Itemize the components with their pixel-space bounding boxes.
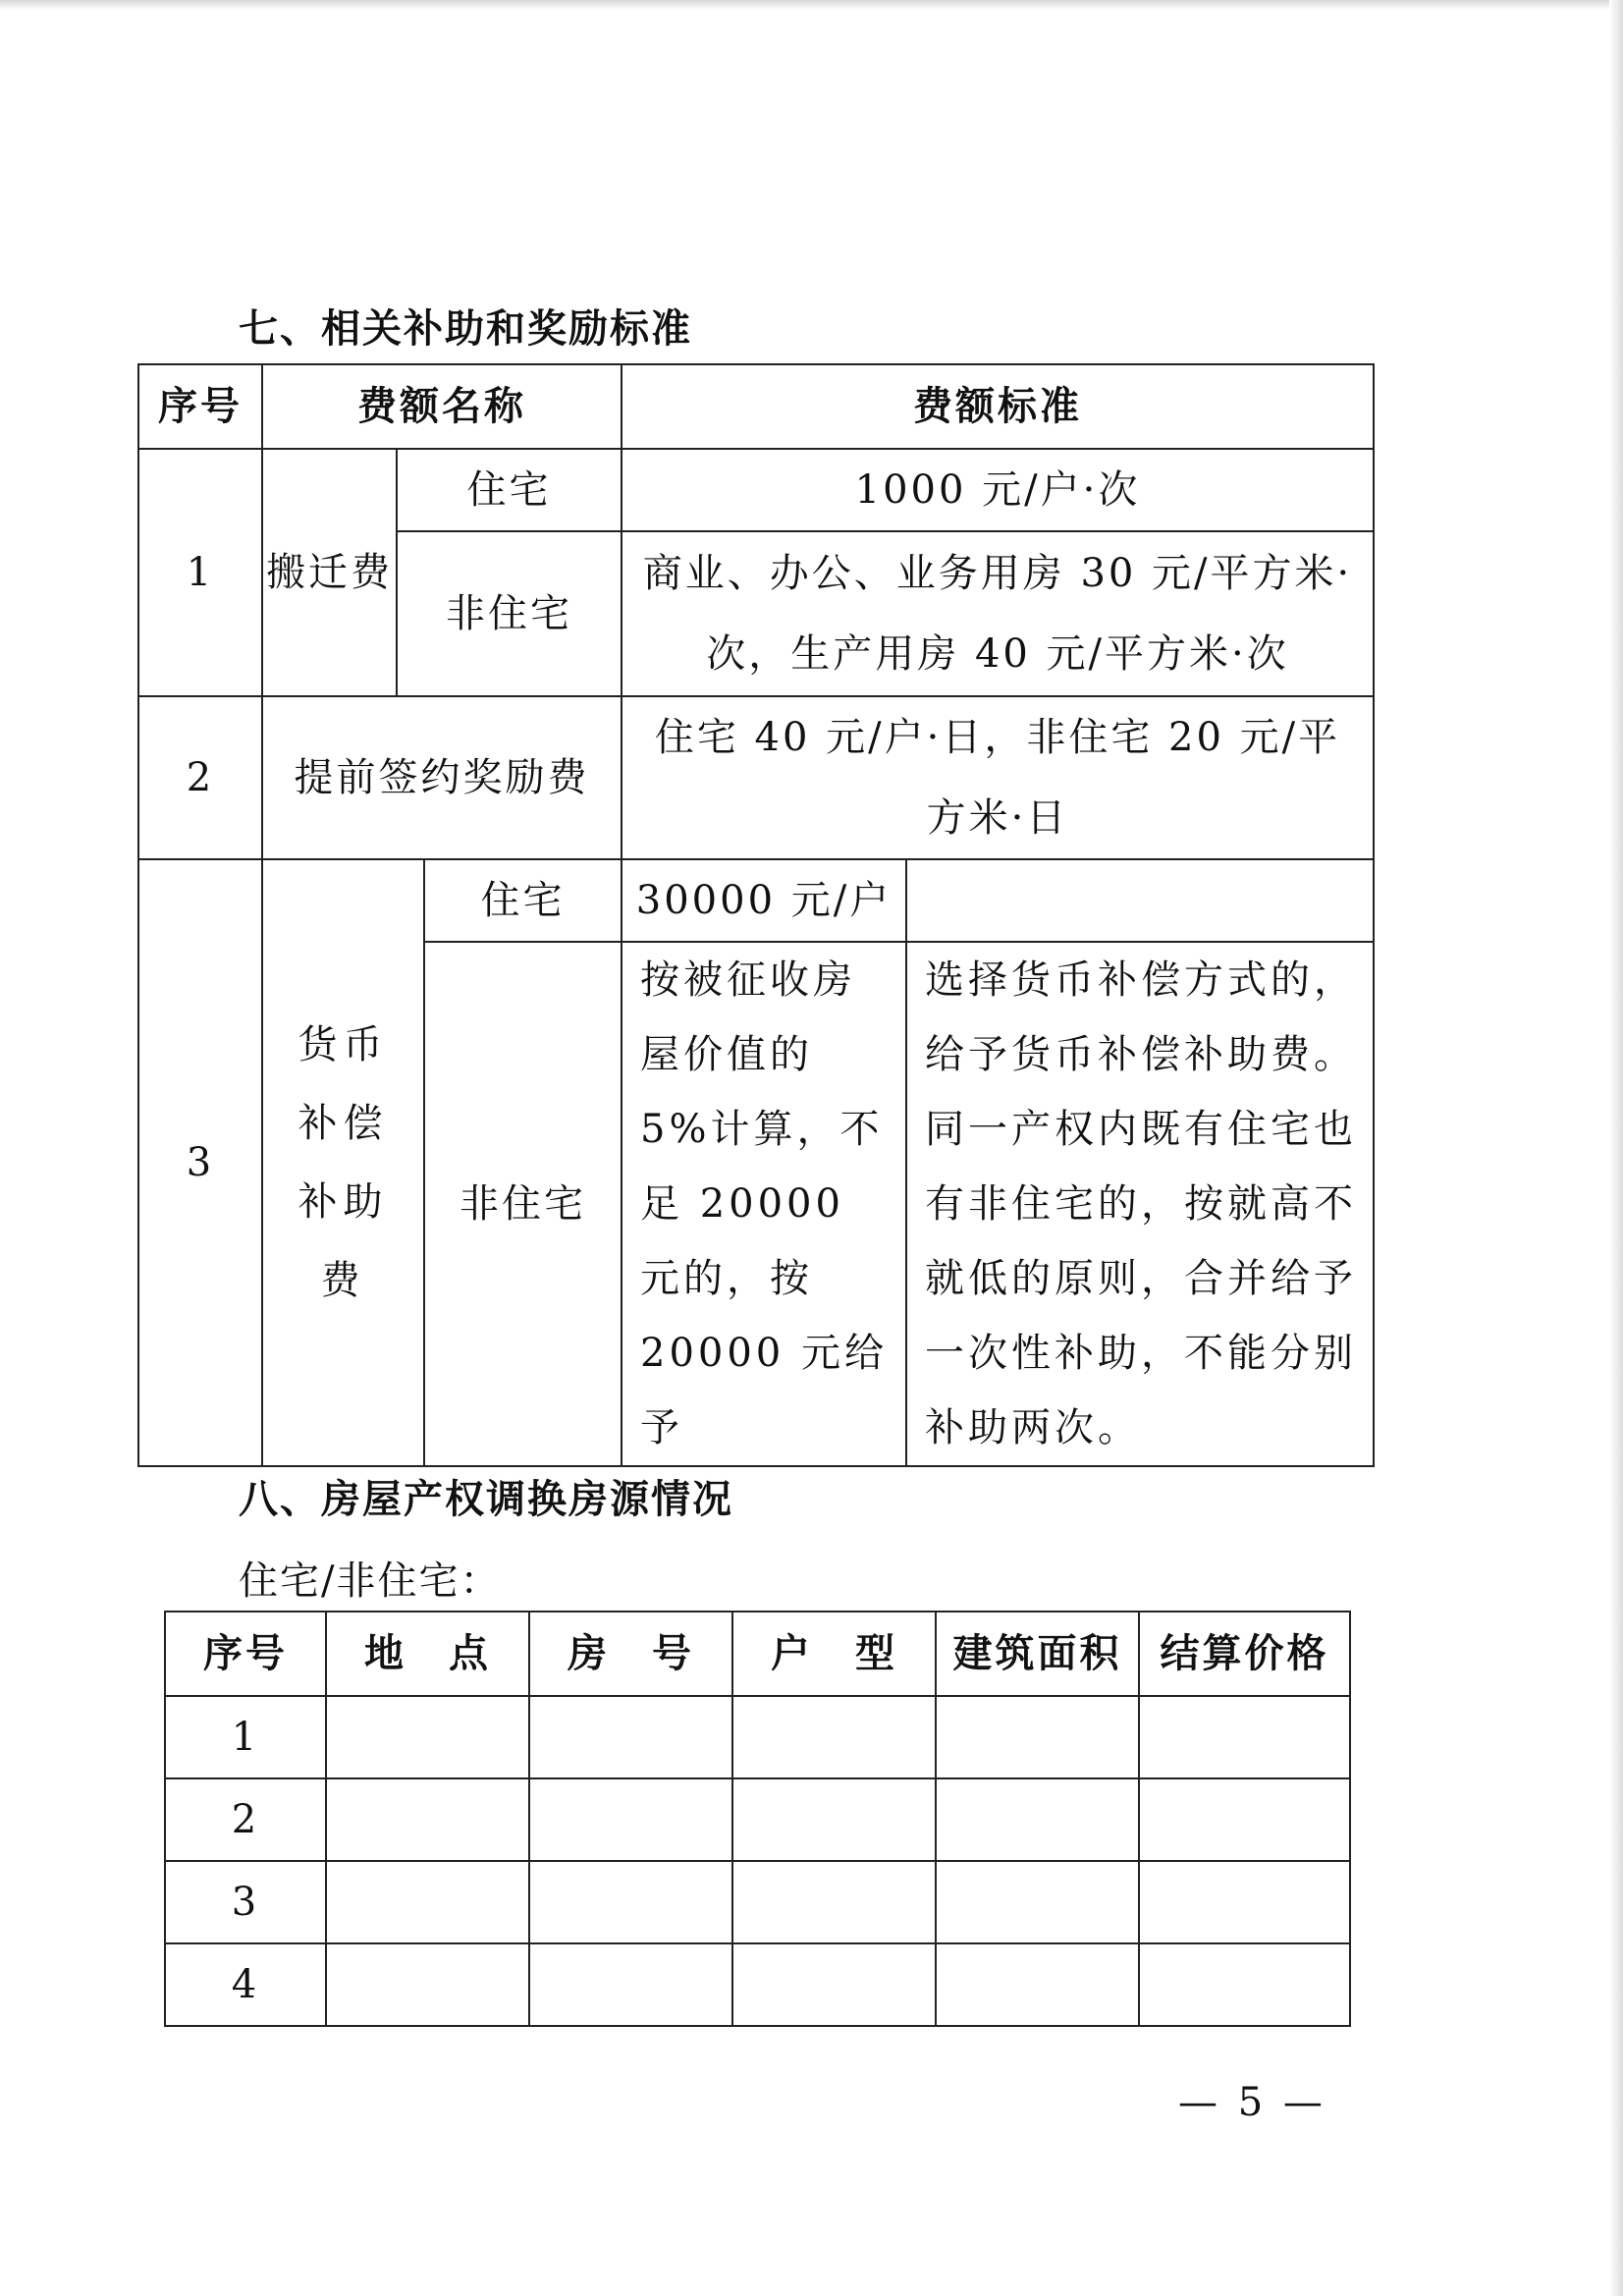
row3-name: 货币补偿补助费 [298, 1021, 389, 1303]
row-location [326, 1778, 529, 1861]
row3-no: 3 [138, 859, 262, 1466]
header-location: 地 点 [326, 1612, 529, 1696]
page-number: — 5 — [1178, 2080, 1326, 2125]
header-fee-standard: 费额标准 [622, 364, 1374, 449]
header-layout: 户 型 [732, 1612, 936, 1696]
row-location [326, 1943, 529, 2026]
row1-nonres-std: 商业、办公、业务用房 30 元/平方米·次，生产用房 40 元/平方米·次 [622, 531, 1374, 696]
row3-note: 选择货币补偿方式的，给予货币补偿补助费。同一产权内既有住宅也有非住宅的，按就高不就低的原则，合并给予一次性补助，不能分别补助两次。 [906, 942, 1374, 1466]
row-price [1139, 1943, 1350, 2026]
row2-std: 住宅 40 元/户·日，非住宅 20 元/平方米·日 [622, 696, 1374, 859]
row-room [529, 1696, 732, 1778]
row-no: 1 [165, 1696, 326, 1778]
scan-edge-top [0, 0, 1623, 10]
table-row [165, 1943, 1350, 2026]
header-room: 房 号 [529, 1612, 732, 1696]
header-area: 建筑面积 [936, 1612, 1139, 1696]
header-no: 序号 [138, 364, 262, 449]
scan-edge-right [1609, 0, 1623, 2296]
housing-source-table [164, 1611, 1351, 2027]
section7-heading: 七、相关补助和奖励标准 [239, 306, 692, 352]
row3-residential-note [906, 859, 1374, 942]
header-fee-name: 费额名称 [262, 364, 622, 449]
row-location [326, 1696, 529, 1778]
row-layout [732, 1943, 936, 2026]
row-layout [732, 1778, 936, 1861]
row-layout [732, 1861, 936, 1943]
row2-no: 2 [138, 696, 262, 859]
row-no: 4 [165, 1943, 326, 2026]
table-row [165, 1696, 1350, 1778]
row1-nonres-label: 非住宅 [397, 531, 622, 696]
row1-no: 1 [138, 449, 262, 696]
table-row [165, 1861, 1350, 1943]
row3-nonres-label: 非住宅 [424, 942, 622, 1466]
header-price: 结算价格 [1139, 1612, 1350, 1696]
row-price [1139, 1696, 1350, 1778]
row-location [326, 1861, 529, 1943]
section8-subtitle: 住宅/非住宅： [239, 1558, 502, 1604]
row2-name: 提前签约奖励费 [262, 696, 622, 859]
table-row [165, 1778, 1350, 1861]
row1-name: 搬迁费 [262, 449, 397, 696]
row-room [529, 1861, 732, 1943]
row-area [936, 1696, 1139, 1778]
row3-nonres-std: 按被征收房屋价值的 5%计算，不足 20000 元的，按 20000 元给予 [622, 942, 906, 1466]
header-no: 序号 [165, 1612, 326, 1696]
section8-heading: 八、房屋产权调换房源情况 [239, 1477, 733, 1522]
row-price [1139, 1778, 1350, 1861]
row-layout [732, 1696, 936, 1778]
row3-residential-std: 30000 元/户 [622, 859, 906, 942]
row-price [1139, 1861, 1350, 1943]
row-room [529, 1943, 732, 2026]
row3-residential-label: 住宅 [424, 859, 622, 942]
row-area [936, 1861, 1139, 1943]
row-area [936, 1943, 1139, 2026]
row-room [529, 1778, 732, 1861]
row3-name-cell [262, 859, 424, 1466]
row-no: 2 [165, 1778, 326, 1861]
row-no: 3 [165, 1861, 326, 1943]
row1-residential-label: 住宅 [397, 449, 622, 531]
row-area [936, 1778, 1139, 1861]
row1-residential-std: 1000 元/户·次 [622, 449, 1374, 531]
subsidy-table [137, 363, 1375, 1467]
